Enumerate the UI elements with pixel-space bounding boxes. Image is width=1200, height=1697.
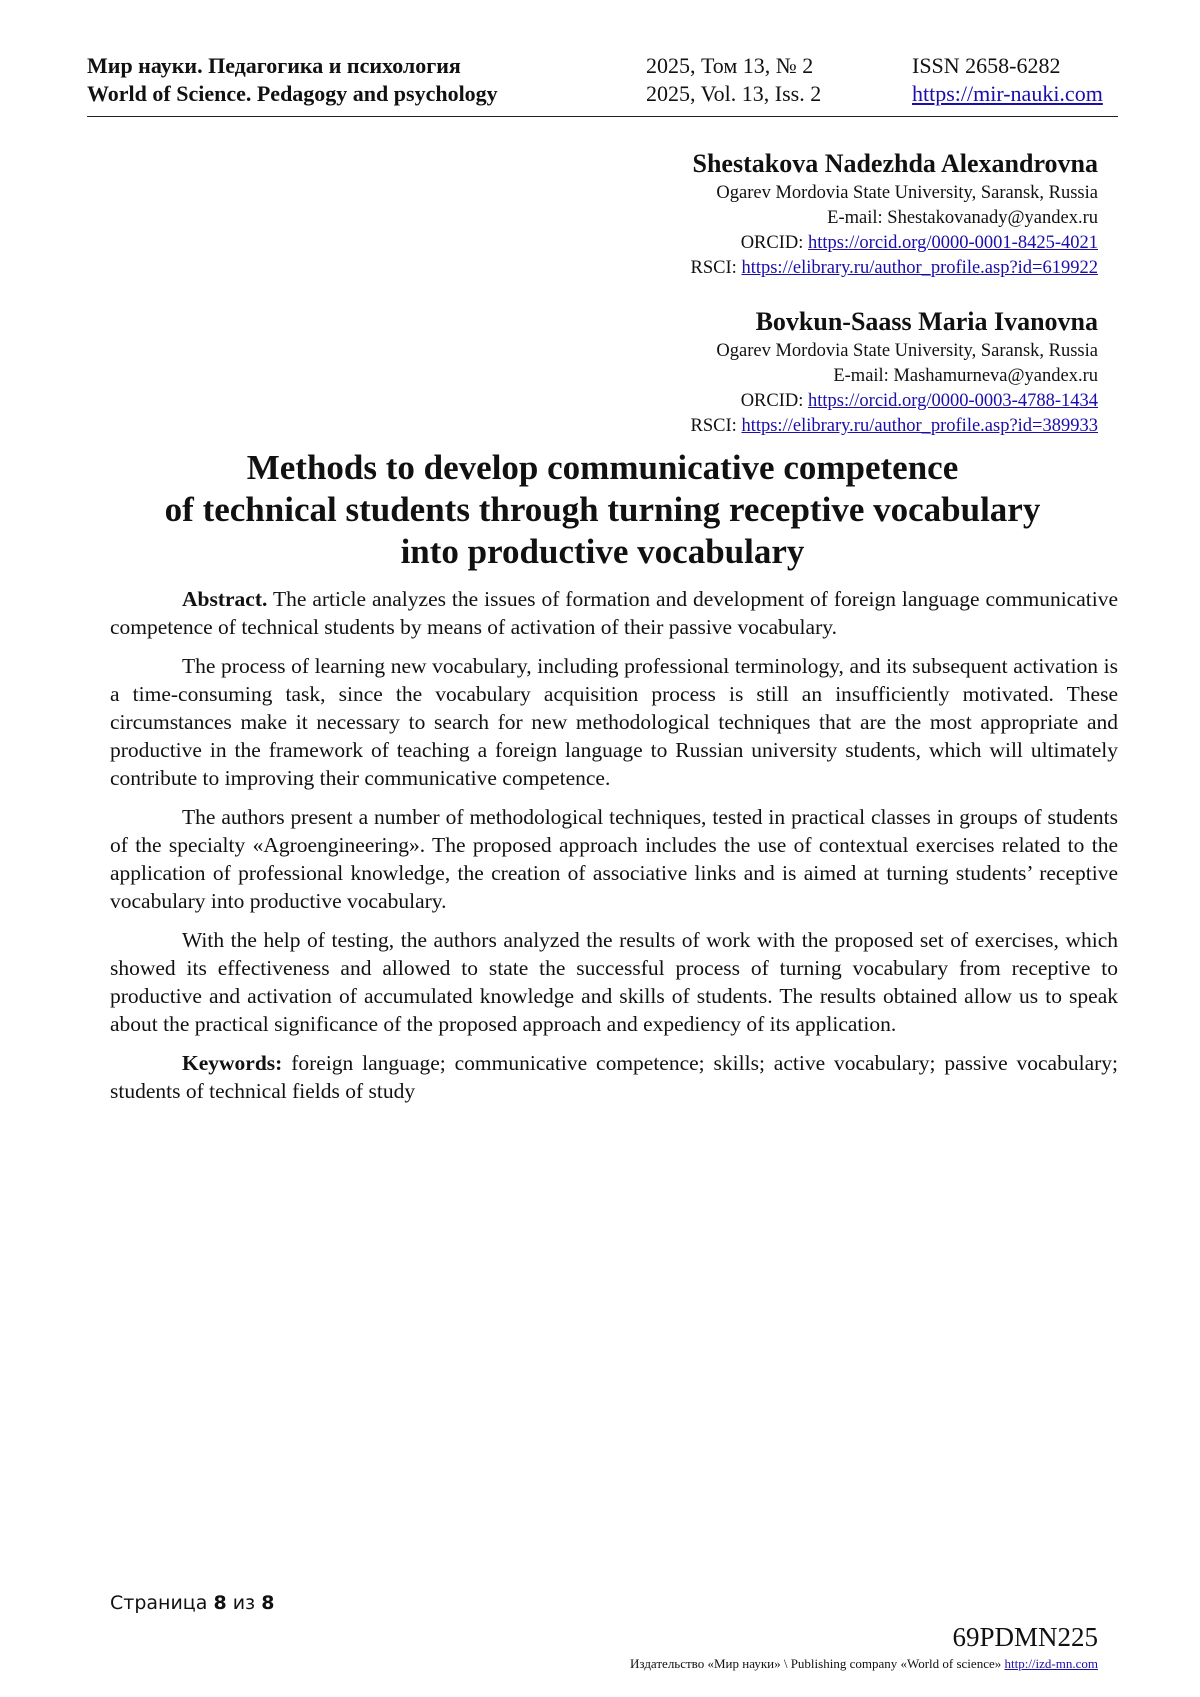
rsci-link[interactable]: https://elibrary.ru/author_profile.asp?id=389933 <box>741 416 1098 436</box>
title-line: into productive vocabulary <box>400 532 805 571</box>
page-current: 8 <box>213 1592 227 1614</box>
orcid-label: ORCID: <box>740 233 809 253</box>
author-email: E-mail: Shestakovanady@yandex.ru <box>827 208 1098 228</box>
abstract-label: Abstract. <box>182 587 268 611</box>
authors-block <box>398 147 1098 463</box>
publisher-line <box>630 1656 1098 1672</box>
abstract-text: The article analyzes the issues of formation and development of foreign language communicative competence of technical students by means of activation of their passive vocabulary. <box>110 587 1118 639</box>
author-rsci <box>398 256 1098 281</box>
keywords-paragraph <box>110 1049 1118 1105</box>
orcid-label: ORCID: <box>740 391 809 411</box>
author-rsci <box>398 414 1098 439</box>
issue-ru: 2025, Том 13, № 2 <box>646 53 814 78</box>
rsci-label: RSCI: <box>690 416 742 436</box>
title-line: Methods to develop communicative competence <box>246 448 959 487</box>
page-mid: из <box>226 1592 262 1614</box>
page-number <box>110 1592 274 1614</box>
publisher-link[interactable]: http://izd-mn.com <box>1004 1656 1098 1671</box>
issue-en: 2025, Vol. 13, Iss. 2 <box>646 81 822 106</box>
orcid-link[interactable]: https://orcid.org/0000-0003-4788-1434 <box>808 391 1098 411</box>
author-2 <box>398 305 1098 439</box>
journal-name-ru: Мир науки. Педагогика и психология <box>87 53 461 78</box>
title-line: of technical students through turning receptive vocabulary <box>164 490 1041 529</box>
journal-name-en: World of Science. Pedagogy and psychology <box>87 81 498 106</box>
keywords-label: Keywords: <box>182 1051 283 1075</box>
abstract-paragraph: The authors present a number of methodological techniques, tested in practical classes in groups of students of the specialty «Agroengineering». The proposed approach includes the use of contextual exercises related to the application of professional knowledge, the creation of associative links and is aimed at turning students’ receptive vocabulary into productive vocabulary. <box>110 805 1118 913</box>
author-name: Shestakova Nadezhda Alexandrovna <box>692 149 1098 178</box>
author-name: Bovkun-Saass Maria Ivanovna <box>755 307 1098 336</box>
abstract-paragraph: With the help of testing, the authors analyzed the results of work with the proposed set of exercises, which showed its effectiveness and allowed to state the successful process of turning vocabulary from receptive to productive and activation of accumulated knowledge and skills of students. The results obtained allow us to speak about the practical significance of the proposed approach and expediency of its application. <box>110 928 1118 1036</box>
abstract-paragraph: The process of learning new vocabulary, including professional terminology, and its subsequent activation is a time-consuming task, since the vocabulary acquisition process is still an insufficiently motivated. These circumstances make it necessary to search for new methodological techniques that are the most appropriate and productive in the framework of teaching a foreign language to Russian university students, which will ultimately contribute to improving their communicative competence. <box>110 654 1118 790</box>
journal-header <box>87 52 1118 117</box>
author-email: E-mail: Mashamurneva@yandex.ru <box>833 366 1098 386</box>
publisher-text: Издательство «Мир науки» \ Publishing company «World of science» <box>630 1656 1005 1671</box>
author-1 <box>398 147 1098 281</box>
author-orcid <box>398 231 1098 256</box>
journal-site-link[interactable]: https://mir-nauki.com <box>912 81 1103 106</box>
rsci-label: RSCI: <box>690 258 742 278</box>
author-affiliation: Ogarev Mordovia State University, Saransk, Russia <box>716 341 1098 361</box>
abstract-section <box>110 585 1118 1116</box>
page-total: 8 <box>261 1592 275 1614</box>
article-title <box>87 447 1118 573</box>
abstract-paragraph <box>110 585 1118 641</box>
article-code: 69PDMN225 <box>952 1622 1098 1652</box>
author-affiliation: Ogarev Mordovia State University, Saransk, Russia <box>716 183 1098 203</box>
rsci-link[interactable]: https://elibrary.ru/author_profile.asp?id=619922 <box>741 258 1098 278</box>
issn: ISSN 2658-6282 <box>912 53 1061 78</box>
keywords-text: foreign language; communicative competence; skills; active vocabulary; passive vocabulary; students of technical fields of study <box>110 1051 1118 1103</box>
author-orcid <box>398 389 1098 414</box>
orcid-link[interactable]: https://orcid.org/0000-0001-8425-4021 <box>808 233 1098 253</box>
page-prefix: Страница <box>110 1592 214 1614</box>
